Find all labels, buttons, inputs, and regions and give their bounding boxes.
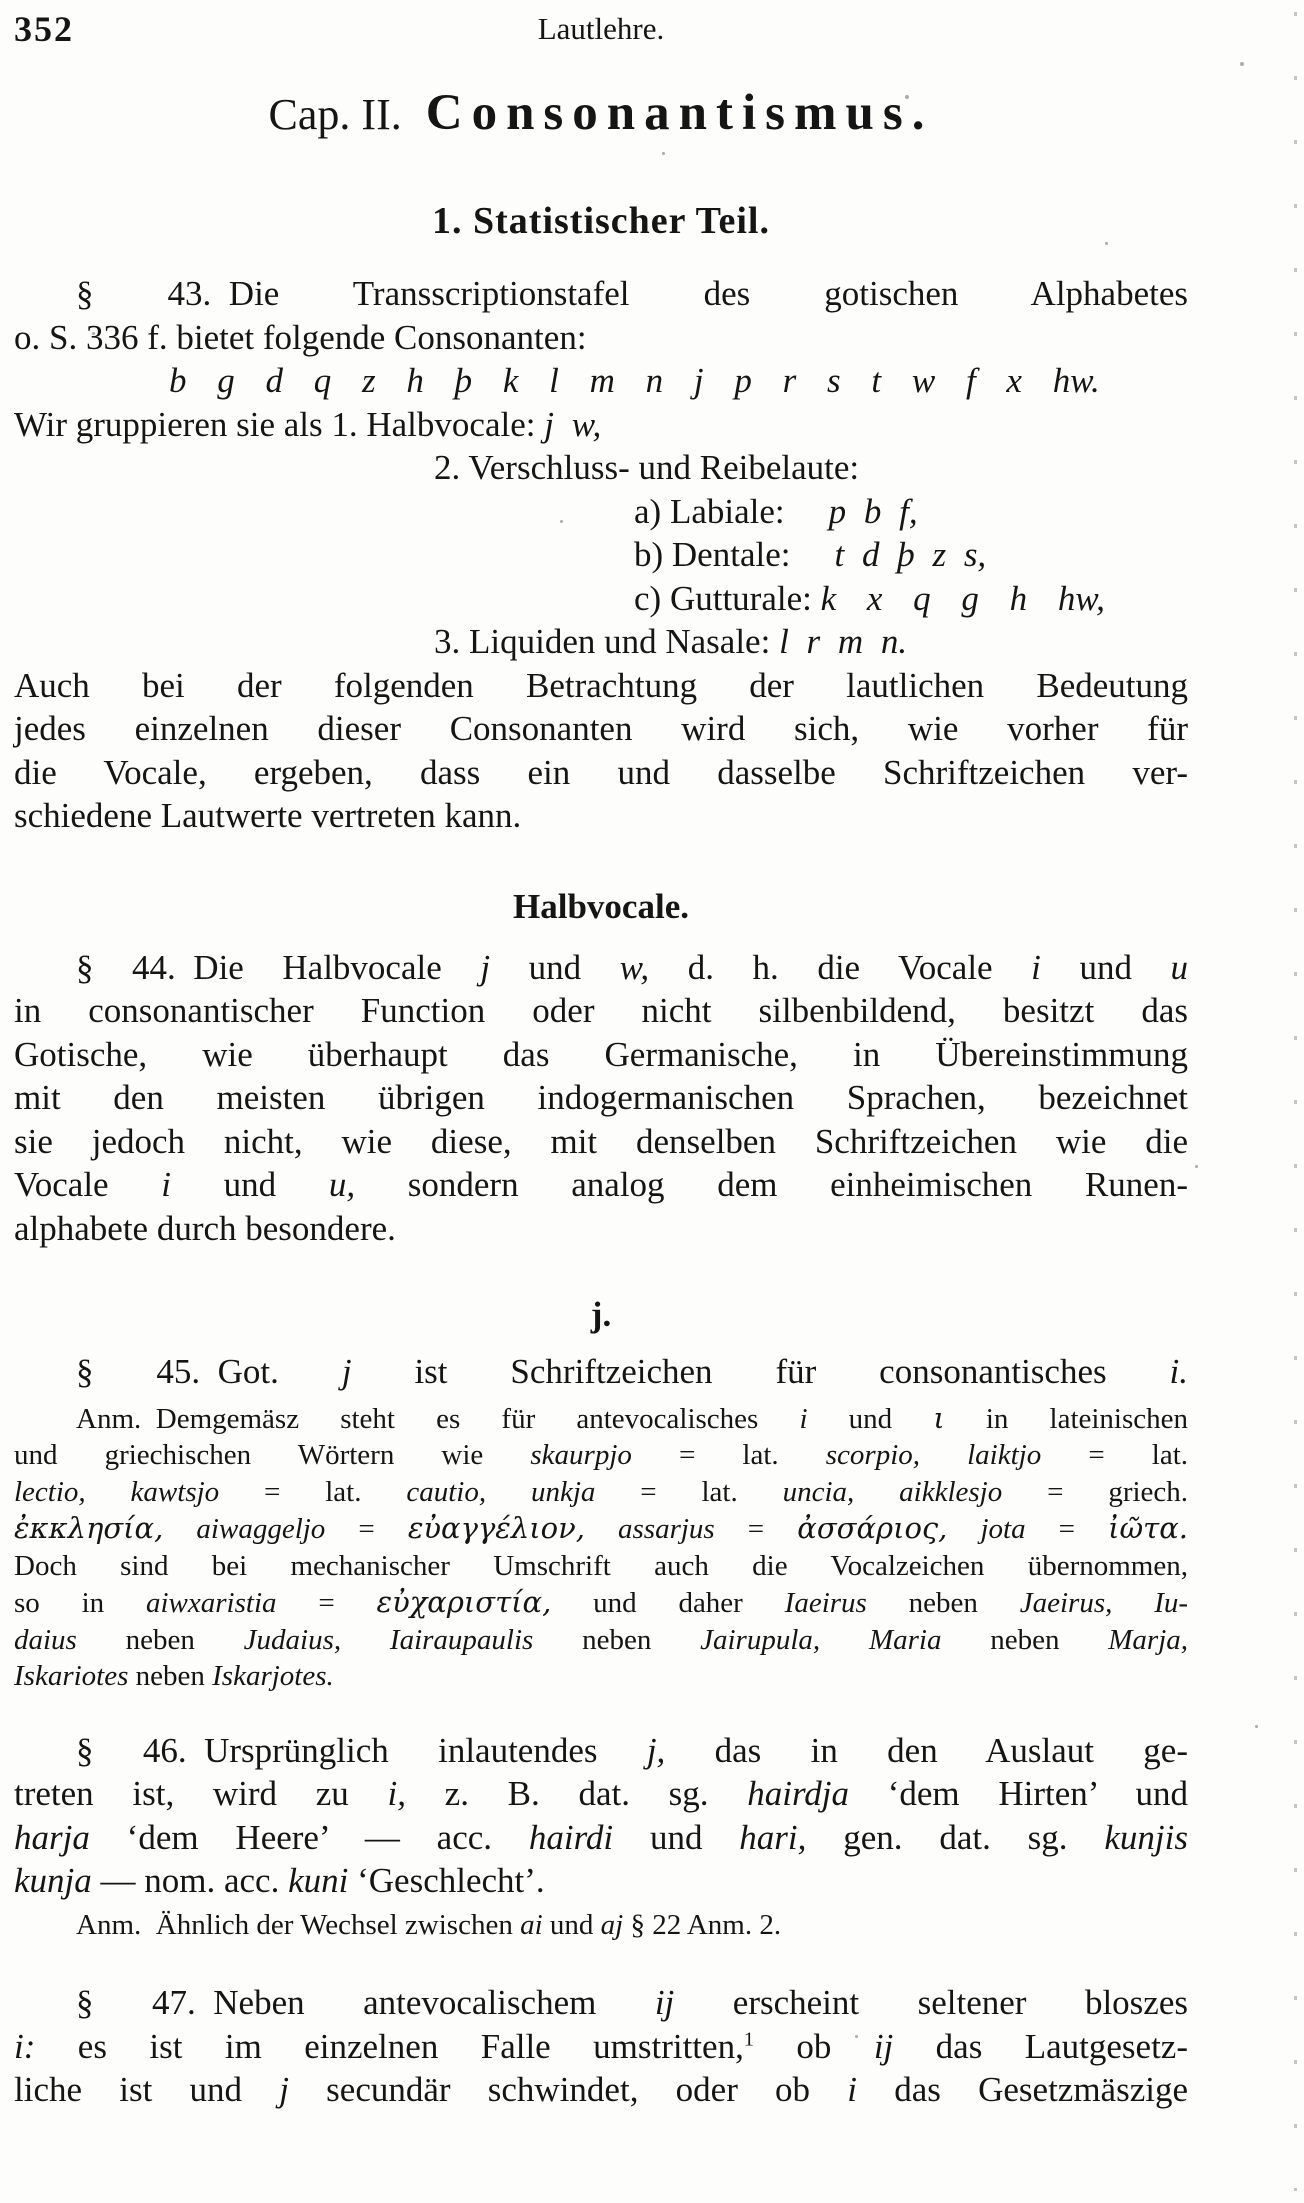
- text-line: [14, 359, 1188, 403]
- text-run: k x q g h hw,: [820, 578, 1105, 618]
- text-run: liche ist und: [14, 2070, 280, 2109]
- text-run: Wir gruppieren sie als 1. Halbvocale:: [14, 404, 545, 444]
- text-run: = lat.: [595, 1475, 783, 1508]
- text-run: = griech.: [1002, 1475, 1189, 1508]
- text-run: — nom. acc.: [91, 1861, 289, 1900]
- text-run: j: [279, 2070, 289, 2109]
- text-run: ai: [520, 1908, 543, 1941]
- text-run: sondern analog dem einheimischen Runen-: [355, 1165, 1188, 1204]
- page-number: 352: [14, 9, 74, 49]
- text-run: lectio,: [14, 1475, 86, 1508]
- content-blocks: [14, 272, 1188, 2112]
- text-run: [163, 1513, 196, 1545]
- text-run: § 43. Die Transscriptionstafel des gotischen Alphabetes: [76, 274, 1188, 313]
- text-run: [86, 1476, 131, 1508]
- text-run: [486, 1476, 531, 1508]
- text-line: [14, 794, 1188, 838]
- text-run: ‘dem Heere’ — acc.: [89, 1817, 529, 1857]
- text-run: alphabete durch besondere.: [14, 1208, 396, 1248]
- text-run: neben: [866, 1587, 1020, 1619]
- scan-speck: [1240, 62, 1244, 66]
- text-run: neben: [76, 1623, 244, 1656]
- text-run: i: [799, 1402, 808, 1435]
- text-run: § 22 Anm. 2.: [623, 1908, 782, 1941]
- text-run: § 45. Got.: [76, 1352, 342, 1391]
- text-run: ἰῶτα.: [1108, 1511, 1189, 1545]
- text-run: und: [490, 947, 620, 987]
- text-run: i: [847, 2070, 858, 2109]
- text-line: [14, 1907, 1188, 1944]
- text-line: [14, 1510, 1188, 1548]
- text-line: [14, 1584, 1188, 1622]
- text-run: i.: [1169, 1352, 1189, 1391]
- text-line: [14, 1076, 1188, 1120]
- text-run: Iairaupaulis: [389, 1623, 534, 1656]
- paragraph: [14, 1350, 1188, 1394]
- text-run: Jairupula,: [700, 1623, 821, 1656]
- text-run: und: [1040, 947, 1171, 987]
- text-run: Iskariotes: [14, 1660, 129, 1692]
- text-run: i:: [14, 2026, 36, 2066]
- text-line: [14, 403, 1188, 447]
- text-run: jota: [980, 1513, 1026, 1545]
- text-run: erscheint seltener bloszes: [674, 1983, 1188, 2022]
- text-line: [14, 1658, 1188, 1695]
- text-run: cautio,: [406, 1475, 487, 1508]
- text-line: [14, 1981, 1188, 2025]
- text-run: Anm. Demgemäsz steht es für antevocalisches: [76, 1402, 800, 1435]
- text-run: j: [341, 1352, 352, 1391]
- text-run: aiwaggeljo: [196, 1513, 326, 1545]
- text-run: 1: [743, 2027, 754, 2050]
- text-run: das Gesetzmäszige: [857, 2070, 1188, 2109]
- page-header: [14, 8, 1188, 50]
- text-line: [14, 1120, 1188, 1164]
- text-run: Maria: [868, 1623, 942, 1656]
- text-run: [820, 1624, 869, 1656]
- text-run: hari,: [739, 1817, 807, 1857]
- text-line: [14, 490, 1188, 534]
- text-run: = lat.: [631, 1439, 826, 1471]
- text-run: Anm. Ähnlich der Wechsel zwischen: [76, 1908, 521, 1941]
- text-run: und: [542, 1908, 601, 1941]
- text-run: § 46. Ursprünglich inlautendes: [76, 1730, 647, 1770]
- text-run: [854, 1476, 899, 1508]
- text-run: =: [276, 1587, 377, 1619]
- text-run: ist Schriftzeichen für consonantisches: [351, 1352, 1170, 1391]
- text-run: u,: [328, 1165, 356, 1204]
- text-run: ij: [873, 2026, 894, 2066]
- text-line: [14, 577, 1188, 621]
- text-run: u: [1170, 947, 1188, 987]
- text-line: [14, 707, 1188, 751]
- paragraph: [14, 946, 1188, 1251]
- text-line: [14, 989, 1188, 1033]
- text-run: [947, 1513, 980, 1545]
- text-run: und: [613, 1817, 740, 1857]
- text-line: [14, 1729, 1188, 1773]
- paragraph: [14, 1400, 1188, 1695]
- text-run: scorpio,: [825, 1439, 921, 1471]
- spacer: [790, 565, 834, 566]
- text-run: uncia,: [782, 1475, 855, 1508]
- text-run: § 47. Neben antevocalischem: [76, 1983, 655, 2022]
- text-run: [1112, 1587, 1154, 1619]
- text-run: 3. Liquiden und Nasale:: [434, 622, 780, 661]
- text-line: [14, 751, 1188, 795]
- text-run: secundär schwindet, oder ob: [288, 2070, 848, 2109]
- paragraph: [14, 272, 1188, 838]
- text-run: i: [1031, 947, 1041, 987]
- scan-artifact-edge: [1294, 12, 1297, 2191]
- text-run: [920, 1439, 967, 1471]
- sub-heading: j.: [590, 1295, 612, 1334]
- text-run: schiedene Lautwerte vertreten kann.: [14, 796, 522, 835]
- text-line: [14, 1033, 1188, 1077]
- text-run: mit den meisten übrigen indogermanischen Sprachen, bezeichnet: [14, 1078, 1188, 1117]
- text-line: [14, 1400, 1188, 1438]
- text-run: Gotische, wie überhaupt das Germanische, in Übereinstimmung: [14, 1034, 1188, 1074]
- text-column: [14, 8, 1188, 2112]
- text-run: jedes einzelnen dieser Consonanten wird sich, wie vorher für: [14, 709, 1188, 748]
- text-line: [14, 2025, 1188, 2069]
- text-run: z. B. dat. sg.: [405, 1774, 748, 1813]
- text-run: t d þ z s,: [834, 535, 987, 574]
- text-run: ἐκκλησία,: [14, 1511, 164, 1545]
- text-run: aiwxaristia: [146, 1587, 277, 1619]
- text-line: [14, 446, 1188, 490]
- text-line: [14, 1207, 1188, 1251]
- text-run: Iaeirus: [784, 1587, 867, 1619]
- text-run: Judaius,: [243, 1623, 342, 1656]
- text-run: b g d q z h þ k l m n j p r s t w f x hw.: [169, 361, 1100, 400]
- text-run: ἀσσάριος,: [797, 1511, 948, 1545]
- text-run: d. h. die Vocale: [649, 947, 1032, 987]
- text-run: ‘dem Hirten’ und: [849, 1774, 1188, 1813]
- text-run: l r m n.: [779, 622, 908, 661]
- text-line: [14, 664, 1188, 708]
- text-run: ι: [933, 1400, 945, 1435]
- text-line: [14, 1816, 1188, 1860]
- text-run: sie jedoch nicht, wie diese, mit denselben Schriftzeichen wie die: [14, 1121, 1188, 1161]
- text-run: so in: [14, 1587, 146, 1619]
- text-run: Iu-: [1154, 1587, 1189, 1619]
- text-run: i: [161, 1165, 171, 1204]
- text-run: = lat.: [1041, 1439, 1188, 1471]
- text-run: und daher: [551, 1587, 785, 1619]
- text-run: [585, 1513, 618, 1545]
- chapter-number: Cap. II.: [268, 90, 402, 139]
- text-run: § 44. Die Halbvocale: [76, 947, 481, 987]
- text-run: Iskarjotes.: [212, 1660, 334, 1692]
- text-run: 2. Verschluss- und Reibelaute:: [434, 448, 860, 487]
- chapter-title: Consonantismus.: [425, 85, 934, 141]
- text-run: hairdja: [747, 1774, 850, 1813]
- text-run: aj: [600, 1908, 624, 1941]
- text-run: Doch sind bei mechanischer Umschrift auch die Vocalzeichen übernommen,: [14, 1549, 1188, 1582]
- sub-heading: Halbvocale.: [513, 886, 689, 926]
- text-run: das Lautgesetz-: [893, 2026, 1188, 2066]
- paragraph: [14, 1729, 1188, 1903]
- text-run: Vocale: [14, 1165, 162, 1204]
- text-run: Auch bei der folgenden Betrachtung der lautlichen Bedeutung: [14, 665, 1188, 705]
- text-line: [14, 272, 1188, 316]
- text-run: und: [171, 1165, 329, 1204]
- text-run: b) Dentale:: [634, 535, 791, 574]
- text-line: [14, 533, 1188, 577]
- text-run: harja: [14, 1817, 90, 1857]
- text-run: in lateinischen: [944, 1402, 1189, 1435]
- scan-speck: [1195, 1165, 1198, 1168]
- text-run: laiktjo: [967, 1439, 1042, 1471]
- text-run: a) Labiale:: [634, 491, 785, 531]
- text-line: [14, 1622, 1188, 1659]
- text-line: [14, 1548, 1188, 1585]
- text-run: εὐχαριστία,: [376, 1585, 552, 1619]
- paragraph: [14, 1907, 1188, 1944]
- text-run: neben: [128, 1660, 213, 1692]
- text-run: c) Gutturale:: [634, 578, 821, 618]
- text-run: j: [480, 947, 491, 987]
- text-run: ‘Geschlecht’.: [348, 1861, 545, 1900]
- text-run: j,: [646, 1730, 666, 1770]
- text-line: [14, 1859, 1188, 1903]
- running-head: Lautlehre.: [537, 11, 665, 46]
- text-run: ij: [654, 1983, 675, 2022]
- text-line: [14, 946, 1188, 990]
- text-run: das in den Auslaut ge-: [665, 1730, 1188, 1770]
- text-run: neben: [941, 1623, 1109, 1656]
- text-run: p b f,: [828, 491, 918, 531]
- text-run: =: [1025, 1513, 1109, 1545]
- text-run: und griechischen Wörtern wie: [14, 1439, 531, 1471]
- text-run: ob: [753, 2026, 874, 2066]
- spacer: [785, 522, 829, 523]
- text-run: o. S. 336 f. bietet folgende Consonanten:: [14, 317, 587, 357]
- text-run: w,: [619, 947, 650, 987]
- text-run: kawtsjo: [130, 1475, 220, 1508]
- chapter-heading: [14, 84, 1188, 154]
- text-line: [14, 1163, 1188, 1207]
- text-line: [14, 1350, 1188, 1394]
- text-run: und: [807, 1402, 934, 1435]
- text-run: assarjus: [618, 1513, 715, 1545]
- text-line: [14, 1474, 1188, 1511]
- text-run: gen. dat. sg.: [806, 1817, 1105, 1857]
- text-run: es ist im einzelnen Falle umstritten,: [35, 2026, 744, 2066]
- text-run: aikklesjo: [899, 1475, 1003, 1508]
- text-run: unkja: [530, 1475, 596, 1508]
- text-run: kunjis: [1104, 1817, 1188, 1857]
- text-run: die Vocale, ergeben, dass ein und dasselbe Schriftzeichen ver-: [14, 752, 1188, 792]
- text-line: [14, 1772, 1188, 1816]
- text-run: skaurpjo: [530, 1439, 632, 1471]
- text-run: =: [325, 1513, 408, 1545]
- text-run: daius: [14, 1623, 77, 1656]
- text-run: treten ist, wird zu: [14, 1774, 388, 1813]
- text-run: Marja,: [1108, 1623, 1188, 1656]
- text-line: [14, 620, 1188, 664]
- text-line: [14, 2068, 1188, 2112]
- text-run: =: [714, 1513, 798, 1545]
- text-run: Jaeirus,: [1019, 1587, 1113, 1619]
- text-run: εὐαγγέλιον,: [407, 1511, 585, 1545]
- text-line: [14, 316, 1188, 360]
- section-heading: 1. Statistischer Teil.: [432, 200, 770, 242]
- text-run: [341, 1624, 390, 1656]
- paragraph: [14, 1981, 1188, 2112]
- text-run: kuni: [288, 1861, 349, 1900]
- text-run: kunja: [14, 1861, 92, 1900]
- text-line: [14, 1437, 1188, 1474]
- text-run: hairdi: [528, 1817, 614, 1857]
- text-run: = lat.: [219, 1475, 407, 1508]
- scan-speck: [1255, 1725, 1258, 1728]
- text-run: in consonantischer Function oder nicht silbenbildend, besitzt das: [14, 991, 1188, 1030]
- text-run: i,: [387, 1774, 406, 1813]
- text-run: j w,: [544, 404, 602, 444]
- text-run: neben: [533, 1623, 701, 1656]
